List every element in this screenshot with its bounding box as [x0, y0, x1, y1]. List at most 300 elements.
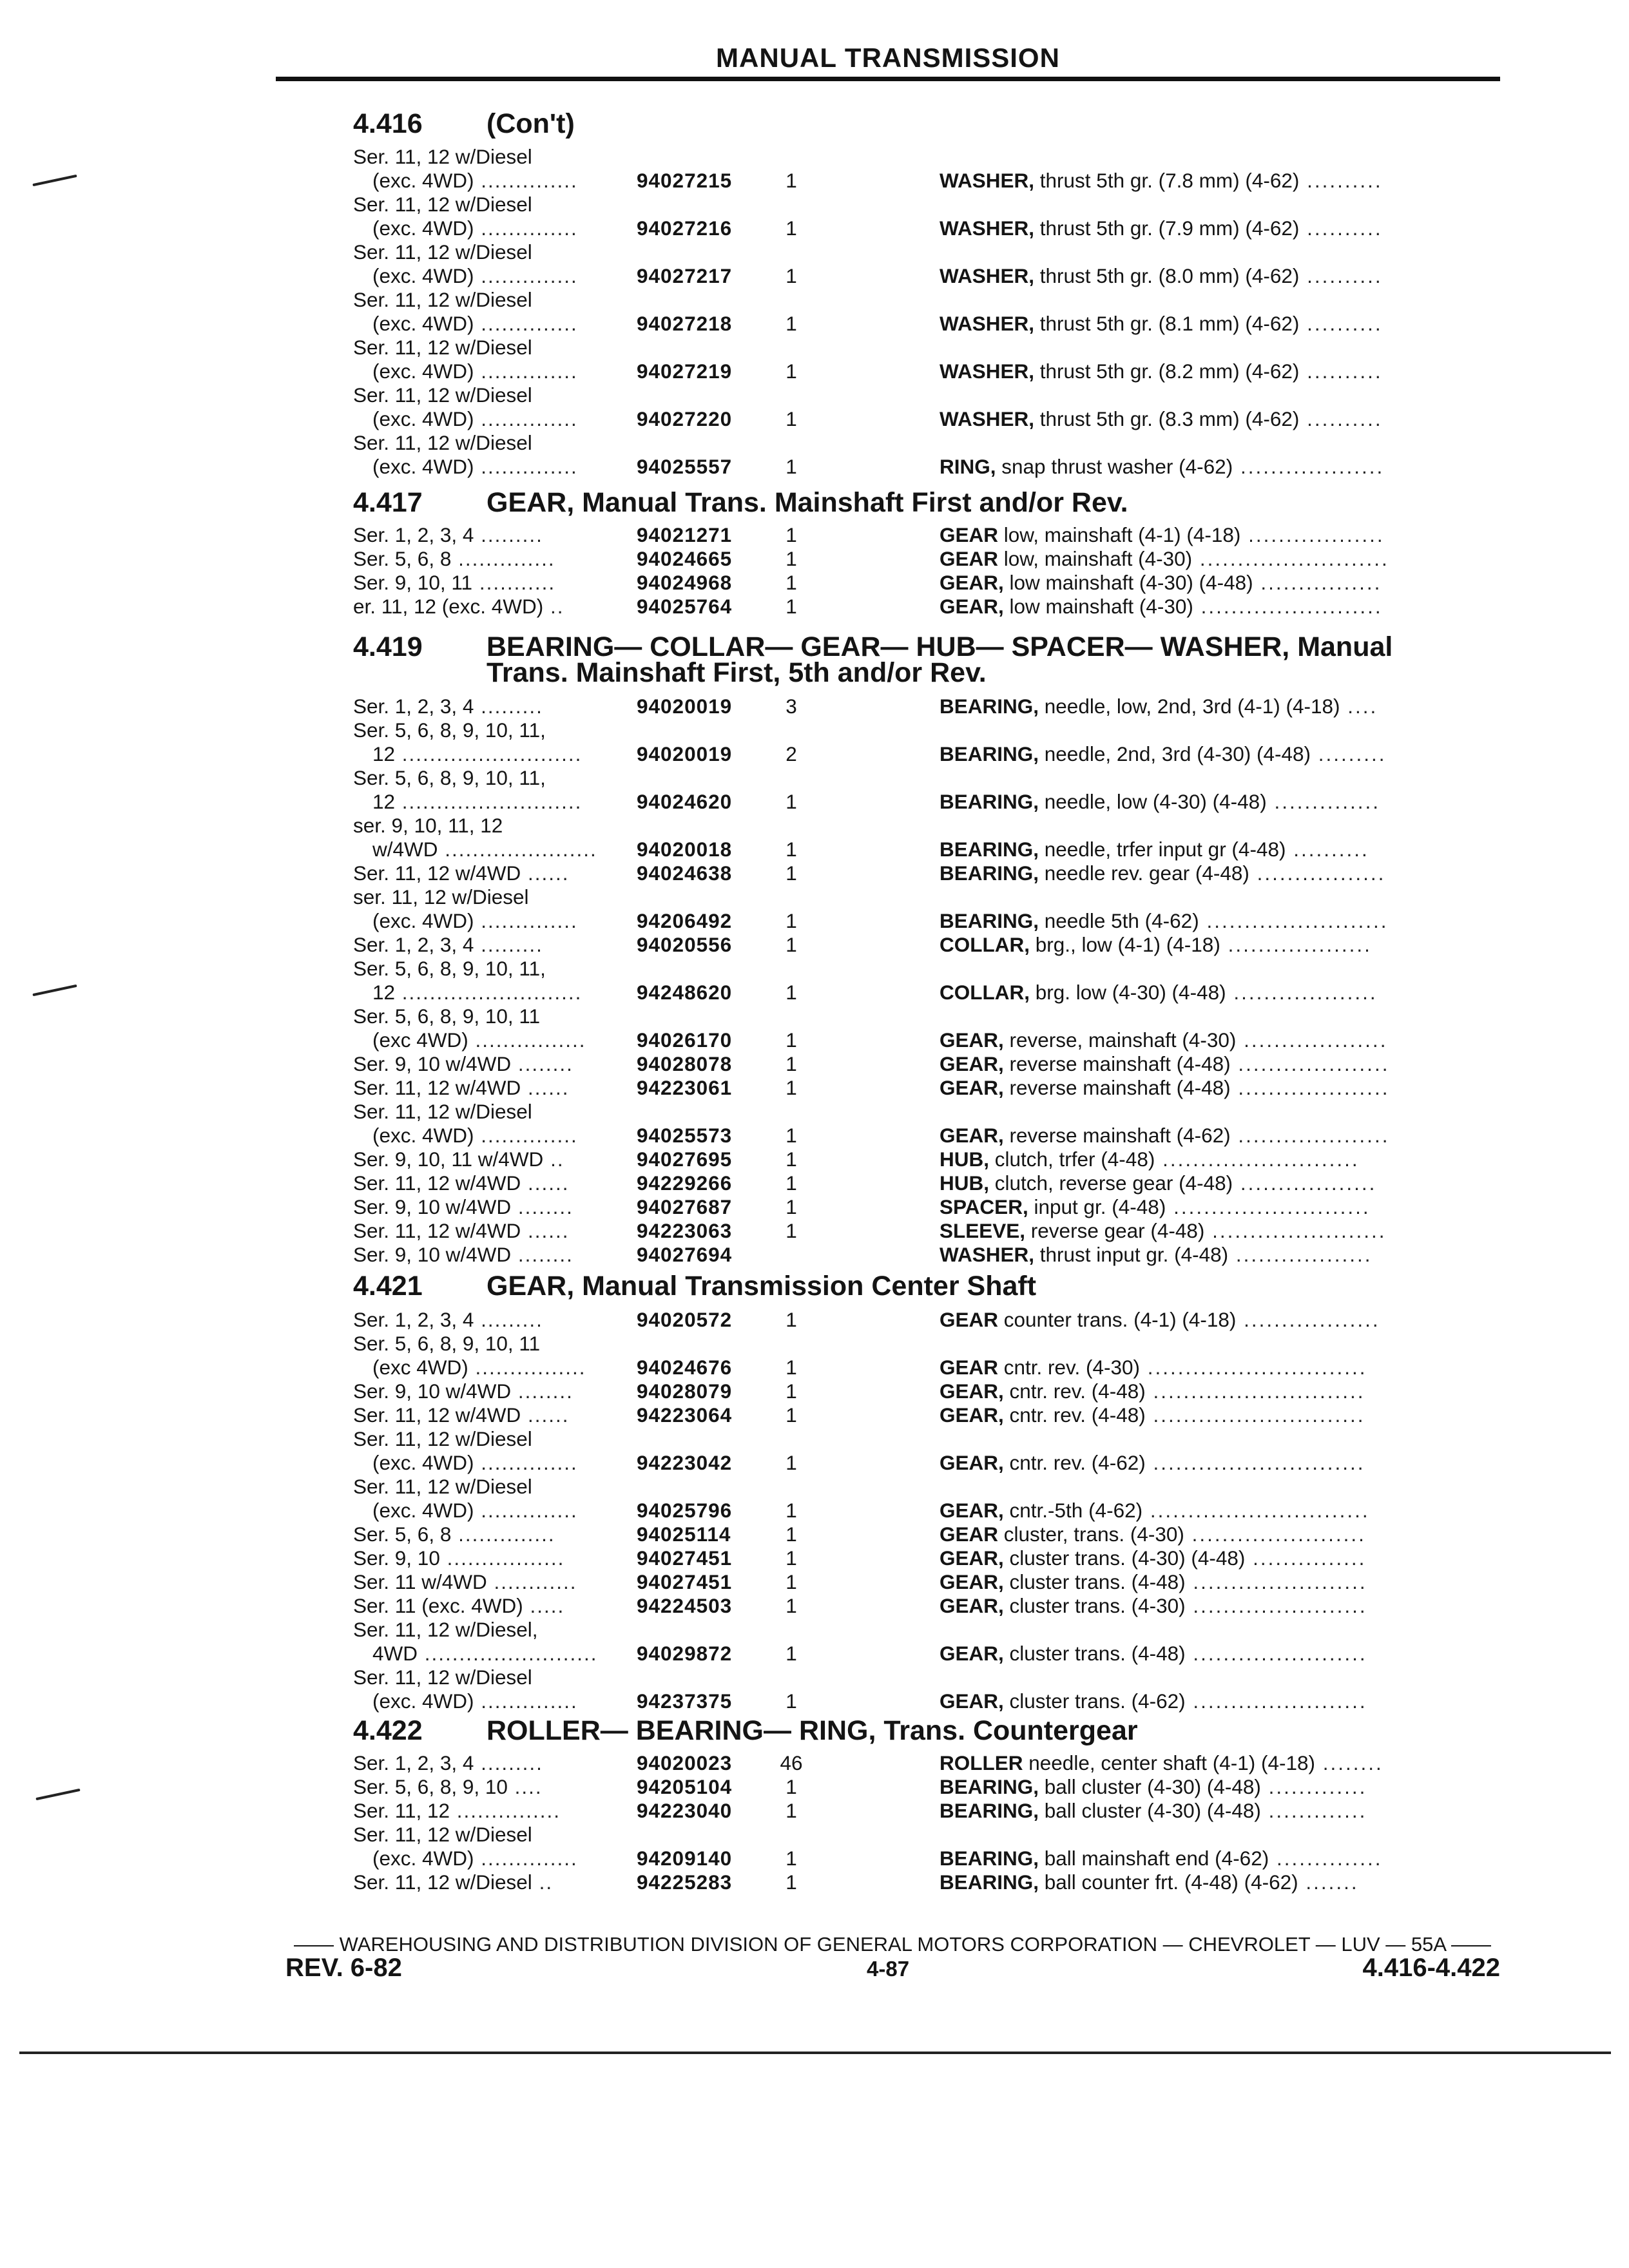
section-title: GEAR, Manual Transmission Center Shaft [487, 1271, 1037, 1302]
part-description [940, 1642, 1500, 1666]
part-detail: cntr. rev. (4-48) [1003, 1379, 1146, 1403]
part-number: 94025796 [637, 1499, 733, 1522]
application-cell: Ser. 11, 12 w/Diesel [353, 431, 532, 454]
dot-leader: ......... [474, 695, 543, 718]
dot-leader: .......... [1286, 838, 1369, 861]
dot-leader: ................... [1233, 455, 1385, 478]
application-cell: Ser. 11, 12 w/Diesel [353, 240, 532, 264]
application-cell: Ser. 11, 12 w/Diesel [353, 1100, 532, 1123]
dot-leader: ....................... [1185, 1642, 1367, 1665]
quantity: 1 [786, 790, 797, 813]
dot-leader: ......... [1311, 742, 1387, 765]
application-cell: Ser. 9, 10 w/4WD ........ [353, 1052, 574, 1075]
dot-leader: .......... [1299, 407, 1383, 430]
application-cell: Ser. 11, 12 w/Diesel [353, 193, 532, 216]
table-row [353, 595, 1500, 619]
table-row [353, 1570, 1500, 1594]
part-detail: thrust 5th gr. (8.0 mm) (4-62) [1034, 264, 1300, 287]
part-detail: needle, low (4-30) (4-48) [1039, 790, 1267, 813]
dot-leader: ................... [1236, 1028, 1388, 1052]
part-description [940, 1775, 1500, 1799]
quantity: 1 [786, 1379, 797, 1403]
part-detail: counter trans. (4-1) (4-18) [998, 1308, 1237, 1331]
application-cell: Ser. 11, 12 w/Diesel [353, 1475, 532, 1498]
part-name: GEAR, [940, 1689, 1004, 1713]
dot-leader: .............. [451, 547, 555, 570]
dot-leader: .............. [1269, 1847, 1383, 1870]
part-number: 94027694 [637, 1243, 733, 1266]
table-row [353, 1004, 1500, 1028]
quantity: 1 [786, 1546, 797, 1570]
part-number: 94027687 [637, 1195, 733, 1218]
table-row [353, 1379, 1500, 1403]
dot-leader: ....................... [1185, 1689, 1367, 1713]
part-name: BEARING, [940, 909, 1039, 932]
part-description [940, 216, 1500, 240]
application-cell: Ser. 5, 6, 8 .............. [353, 547, 555, 570]
margin-punch-mark [32, 985, 77, 996]
part-detail: thrust 5th gr. (7.8 mm) (4-62) [1034, 169, 1300, 192]
dot-leader: .............. [474, 407, 578, 430]
dot-leader: .............. [1266, 790, 1380, 813]
quantity: 1 [786, 1076, 797, 1099]
quantity: 1 [786, 1451, 797, 1474]
application-cell: (exc. 4WD) .............. [372, 455, 578, 478]
table-row [353, 407, 1500, 431]
dot-leader: .............. [474, 1124, 578, 1147]
part-number: 94027695 [637, 1148, 733, 1171]
part-name: GEAR, [940, 1379, 1004, 1403]
part-description [940, 571, 1500, 595]
application-cell: Ser. 11, 12 w/4WD ...... [353, 1171, 570, 1195]
quantity: 1 [786, 1052, 797, 1075]
dot-leader: ......... [474, 933, 543, 956]
application-cell: Ser. 9, 10 w/4WD ........ [353, 1243, 574, 1266]
part-name: WASHER, [940, 312, 1035, 335]
table-row [353, 1124, 1500, 1148]
part-number: 94026170 [637, 1028, 733, 1052]
part-detail: cntr. rev. (4-48) [1003, 1403, 1146, 1427]
application-cell: (exc. 4WD) .............. [372, 1689, 578, 1713]
table-row [353, 145, 1500, 169]
quantity: 1 [786, 312, 797, 335]
table-row [353, 1870, 1500, 1894]
quantity: 1 [786, 595, 797, 618]
part-number: 94027220 [637, 407, 733, 430]
table-row [353, 1076, 1500, 1100]
footer-division-line: —— WAREHOUSING AND DISTRIBUTION DIVISION OF GENERAL MOTORS CORPORATION — CHEVROLET — LUV — 55A —— [294, 1933, 1491, 1956]
dot-leader: ...................... [438, 838, 597, 861]
part-number: 94020018 [637, 838, 733, 861]
part-number: 94024638 [637, 861, 733, 885]
dot-leader: ............... [450, 1799, 561, 1822]
application-cell: Ser. 5, 6, 8, 9, 10 .... [353, 1775, 543, 1798]
table-row [353, 838, 1500, 861]
application-cell: Ser. 9, 10 w/4WD ........ [353, 1379, 574, 1403]
quantity: 1 [786, 1642, 797, 1665]
dot-leader: ...... [521, 1219, 570, 1242]
part-number: 94248620 [637, 981, 733, 1004]
part-number: 94028078 [637, 1052, 733, 1075]
dot-leader: .......................... [1155, 1148, 1360, 1171]
dot-leader: ..... [523, 1594, 565, 1617]
quantity: 1 [786, 1523, 797, 1546]
part-description [940, 1523, 1500, 1546]
table-row [353, 742, 1500, 766]
application-cell: Ser. 1, 2, 3, 4 ......... [353, 1751, 543, 1774]
application-cell: Ser. 11, 12 w/Diesel .. [353, 1870, 554, 1894]
part-detail: cluster trans. (4-48) [1003, 1570, 1186, 1593]
dot-leader: ........................ [1193, 595, 1383, 618]
part-detail: needle rev. gear (4-48) [1039, 861, 1249, 885]
application-cell: 12 .......................... [372, 981, 583, 1004]
part-detail: reverse mainshaft (4-62) [1003, 1124, 1231, 1147]
table-row [353, 1475, 1500, 1499]
part-name: ROLLER [940, 1751, 1023, 1774]
dot-leader: ................. [1249, 861, 1386, 885]
part-detail: cntr. rev. (4-62) [1003, 1451, 1146, 1474]
part-name: HUB, [940, 1148, 989, 1171]
table-row [353, 933, 1500, 957]
application-cell: Ser. 1, 2, 3, 4 ......... [353, 933, 543, 956]
part-description [940, 1195, 1500, 1219]
application-cell: Ser. 11, 12 w/Diesel [353, 145, 532, 168]
part-detail: cluster trans. (4-30) (4-48) [1003, 1546, 1246, 1570]
part-detail: reverse mainshaft (4-48) [1003, 1076, 1231, 1099]
dot-leader: .................... [1230, 1076, 1390, 1099]
dot-leader: ........ [1315, 1751, 1383, 1774]
part-number: 94224503 [637, 1594, 733, 1617]
part-number: 94027217 [637, 264, 733, 287]
application-cell: (exc. 4WD) .............. [372, 1499, 578, 1522]
dot-leader: .............. [474, 455, 578, 478]
part-detail: thrust 5th gr. (8.3 mm) (4-62) [1034, 407, 1300, 430]
part-detail: clutch, reverse gear (4-48) [989, 1171, 1233, 1195]
table-row [353, 431, 1500, 455]
margin-punch-mark [35, 1789, 80, 1800]
table-row [353, 1052, 1500, 1076]
quantity: 1 [786, 1124, 797, 1147]
part-description [940, 455, 1500, 479]
part-number: 94229266 [637, 1171, 733, 1195]
application-cell: Ser. 1, 2, 3, 4 ......... [353, 1308, 543, 1331]
application-cell: Ser. 11, 12 w/4WD ...... [353, 1403, 570, 1427]
part-name: GEAR, [940, 1570, 1004, 1593]
application-cell: Ser. 5, 6, 8, 9, 10, 11, [353, 957, 546, 980]
quantity: 1 [786, 264, 797, 287]
part-description [940, 1052, 1500, 1076]
dot-leader: .................. [1228, 1243, 1373, 1266]
part-name: GEAR, [940, 1499, 1004, 1522]
part-number: 94027451 [637, 1546, 733, 1570]
part-name: GEAR [940, 523, 999, 546]
dot-leader: ................... [1226, 981, 1378, 1004]
dot-leader: ...... [521, 1171, 570, 1195]
part-name: GEAR, [940, 595, 1004, 618]
section-number: 4.417 [353, 487, 423, 518]
table-row [353, 1689, 1500, 1713]
section-heading-4-416 [353, 108, 575, 140]
part-detail: cluster trans. (4-62) [1003, 1689, 1186, 1713]
table-row [353, 547, 1500, 571]
part-description [940, 1243, 1500, 1267]
section-number: 4.422 [353, 1715, 423, 1746]
application-cell: Ser. 11, 12 w/4WD ...... [353, 1219, 570, 1242]
quantity: 1 [786, 455, 797, 478]
part-detail: reverse, mainshaft (4-30) [1003, 1028, 1237, 1052]
part-name: WASHER, [940, 360, 1035, 383]
part-name: SLEEVE, [940, 1219, 1026, 1242]
table-row [353, 1451, 1500, 1475]
part-number: 94021271 [637, 523, 733, 546]
table-row [353, 981, 1500, 1004]
part-detail: ball cluster (4-30) (4-48) [1039, 1775, 1261, 1798]
part-detail: thrust 5th gr. (8.2 mm) (4-62) [1034, 360, 1300, 383]
part-name: BEARING, [940, 1847, 1039, 1870]
dot-leader: ............. [1260, 1799, 1367, 1822]
part-detail: needle, low, 2nd, 3rd (4-1) (4-18) [1039, 695, 1340, 718]
table-row [353, 861, 1500, 885]
application-cell: ser. 9, 10, 11, 12 [353, 814, 503, 837]
dot-leader: .............. [474, 909, 578, 932]
part-number: 94225283 [637, 1870, 733, 1894]
part-description [940, 695, 1500, 718]
part-number: 94027215 [637, 169, 733, 192]
dot-leader: .......... [1299, 169, 1383, 192]
part-description [940, 1751, 1500, 1775]
application-cell: (exc. 4WD) .............. [372, 1847, 578, 1870]
part-description [940, 547, 1500, 571]
part-name: COLLAR, [940, 981, 1030, 1004]
application-cell: Ser. 5, 6, 8, 9, 10, 11 [353, 1332, 541, 1355]
quantity: 1 [786, 1870, 797, 1894]
dot-leader: ....................... [1185, 1570, 1367, 1593]
section-title: ROLLER— BEARING— RING, Trans. Countergear [487, 1715, 1138, 1746]
part-name: BEARING, [940, 1775, 1039, 1798]
dot-leader: .............. [451, 1523, 555, 1546]
part-name: GEAR, [940, 1076, 1004, 1099]
part-name: BEARING, [940, 838, 1039, 861]
part-detail: reverse gear (4-48) [1025, 1219, 1205, 1242]
part-description [940, 360, 1500, 383]
part-description [940, 933, 1500, 957]
part-number: 94020019 [637, 742, 733, 765]
quantity: 1 [786, 1799, 797, 1822]
dot-leader: .......... [1299, 216, 1383, 240]
dot-leader: .............. [474, 1499, 578, 1522]
table-row [353, 288, 1500, 312]
dot-leader: .............. [474, 264, 578, 287]
part-detail: snap thrust washer (4-62) [996, 455, 1233, 478]
table-row [353, 909, 1500, 933]
table-row [353, 718, 1500, 742]
application-cell: (exc. 4WD) .............. [372, 216, 578, 240]
part-detail: brg., low (4-1) (4-18) [1029, 933, 1220, 956]
quantity: 1 [786, 1171, 797, 1195]
part-number: 94223063 [637, 1219, 733, 1242]
part-number: 94024676 [637, 1356, 733, 1379]
application-cell: Ser. 11, 12 w/Diesel [353, 1427, 532, 1450]
application-cell: ser. 11, 12 w/Diesel [353, 885, 529, 908]
part-number: 94025557 [637, 455, 733, 478]
part-name: HUB, [940, 1171, 989, 1195]
application-cell: Ser. 11, 12 ............... [353, 1799, 561, 1822]
part-description [940, 1148, 1500, 1171]
part-description [940, 264, 1500, 288]
part-name: GEAR, [940, 1642, 1004, 1665]
part-name: WASHER, [940, 264, 1035, 287]
part-name: GEAR [940, 1523, 999, 1546]
dot-leader: ............................ [1145, 1379, 1365, 1403]
part-detail: low mainshaft (4-30) (4-48) [1003, 571, 1253, 594]
dot-leader: ......... [474, 1308, 543, 1331]
part-detail: brg. low (4-30) (4-48) [1029, 981, 1226, 1004]
part-number: 94206492 [637, 909, 733, 932]
part-name: RING, [940, 455, 996, 478]
table-row [353, 1403, 1500, 1427]
dot-leader: .................. [1240, 523, 1385, 546]
part-name: GEAR, [940, 1028, 1004, 1052]
part-number: 94223061 [637, 1076, 733, 1099]
part-description [940, 1379, 1500, 1403]
quantity: 1 [786, 1356, 797, 1379]
application-cell: (exc 4WD) ................ [372, 1028, 586, 1052]
table-row [353, 1100, 1500, 1124]
table-row [353, 264, 1500, 288]
dot-leader: ............. [1260, 1775, 1367, 1798]
part-name: BEARING, [940, 1799, 1039, 1822]
table-row [353, 1028, 1500, 1052]
table-row [353, 1332, 1500, 1356]
table-row [353, 1148, 1500, 1171]
part-name: GEAR [940, 547, 999, 570]
part-name: GEAR, [940, 1052, 1004, 1075]
section-title: BEARING— COLLAR— GEAR— HUB— SPACER— WASHER, Manual [487, 631, 1393, 662]
section-title: (Con't) [487, 108, 575, 139]
table-row [353, 1427, 1500, 1451]
application-cell: Ser. 11, 12 w/4WD ...... [353, 861, 570, 885]
part-detail: cluster trans. (4-30) [1003, 1594, 1186, 1617]
quantity: 1 [786, 169, 797, 192]
part-name: GEAR, [940, 1403, 1004, 1427]
part-name: SPACER, [940, 1195, 1028, 1218]
table-row [353, 1642, 1500, 1666]
dot-leader: ......................... [418, 1642, 598, 1665]
quantity: 1 [786, 547, 797, 570]
part-detail: cntr. rev. (4-30) [998, 1356, 1140, 1379]
application-cell: 4WD ......................... [372, 1642, 598, 1665]
dot-leader: ............................ [1145, 1403, 1365, 1427]
table-row [353, 383, 1500, 407]
part-number: 94209140 [637, 1847, 733, 1870]
part-number: 94237375 [637, 1689, 733, 1713]
dot-leader: ....................... [1184, 1523, 1366, 1546]
part-name: GEAR [940, 1308, 999, 1331]
part-number: 94027216 [637, 216, 733, 240]
application-cell: Ser. 11, 12 w/Diesel [353, 1666, 532, 1689]
part-number: 94025573 [637, 1124, 733, 1147]
dot-leader: .......................... [395, 790, 583, 813]
dot-leader: .......... [1299, 264, 1383, 287]
part-number: 94024665 [637, 547, 733, 570]
part-number: 94223064 [637, 1403, 733, 1427]
quantity: 1 [786, 1195, 797, 1218]
quantity: 1 [786, 1847, 797, 1870]
table-row [353, 885, 1500, 909]
dot-leader: .................. [1236, 1308, 1380, 1331]
part-description [940, 790, 1500, 814]
dot-leader: .............. [474, 1847, 578, 1870]
part-number: 94020556 [637, 933, 733, 956]
part-description [940, 1403, 1500, 1427]
quantity: 1 [786, 1775, 797, 1798]
dot-leader: ......... [474, 523, 543, 546]
part-detail: cluster, trans. (4-30) [998, 1523, 1184, 1546]
section-number: 4.421 [353, 1271, 423, 1302]
part-description [940, 595, 1500, 619]
section-number: 4.419 [353, 631, 423, 662]
part-number: 94223042 [637, 1451, 733, 1474]
dot-leader: .............. [474, 360, 578, 383]
part-description [940, 838, 1500, 861]
dot-leader: .... [507, 1775, 543, 1798]
application-cell: Ser. 11, 12 w/Diesel [353, 288, 532, 311]
page-header-title: MANUAL TRANSMISSION [716, 43, 1060, 73]
dot-leader: .................... [1230, 1052, 1390, 1075]
part-number: 94024620 [637, 790, 733, 813]
quantity: 1 [786, 407, 797, 430]
quantity: 1 [786, 861, 797, 885]
table-row [353, 1523, 1500, 1546]
application-cell: Ser. 5, 6, 8, 9, 10, 11, [353, 718, 546, 742]
table-row [353, 336, 1500, 360]
part-number: 94020572 [637, 1308, 733, 1331]
part-detail: ball cluster (4-30) (4-48) [1039, 1799, 1261, 1822]
part-name: WASHER, [940, 1243, 1035, 1266]
application-cell: Ser. 1, 2, 3, 4 ......... [353, 695, 543, 718]
part-description [940, 1847, 1500, 1870]
part-number: 94027218 [637, 312, 733, 335]
part-description [940, 407, 1500, 431]
dot-leader: ................ [468, 1356, 586, 1379]
application-cell: Ser. 5, 6, 8, 9, 10, 11, [353, 766, 546, 789]
dot-leader: ............................. [1142, 1499, 1370, 1522]
part-name: WASHER, [940, 216, 1035, 240]
part-description [940, 1451, 1500, 1475]
part-number: 94025114 [637, 1523, 731, 1546]
dot-leader: .......... [1299, 360, 1383, 383]
part-number: 94205104 [637, 1775, 733, 1798]
application-cell: Ser. 9, 10 ................. [353, 1546, 565, 1570]
part-description [940, 1076, 1500, 1100]
part-name: BEARING, [940, 695, 1039, 718]
section-heading-4-417 [353, 487, 1128, 519]
quantity: 1 [786, 360, 797, 383]
part-detail: ball mainshaft end (4-62) [1039, 1847, 1269, 1870]
part-description [940, 1028, 1500, 1052]
dot-leader: .. [532, 1870, 554, 1894]
application-cell: Ser. 9, 10, 11 ........... [353, 571, 556, 594]
part-description [940, 1499, 1500, 1523]
part-name: GEAR, [940, 1594, 1004, 1617]
part-description [940, 1356, 1500, 1379]
bottom-rule [19, 2052, 1611, 2054]
part-detail: needle, center shaft (4-1) (4-18) [1023, 1751, 1315, 1774]
part-number: 94024968 [637, 571, 733, 594]
header-rule [276, 77, 1500, 81]
part-name: BEARING, [940, 790, 1039, 813]
table-row [353, 360, 1500, 383]
